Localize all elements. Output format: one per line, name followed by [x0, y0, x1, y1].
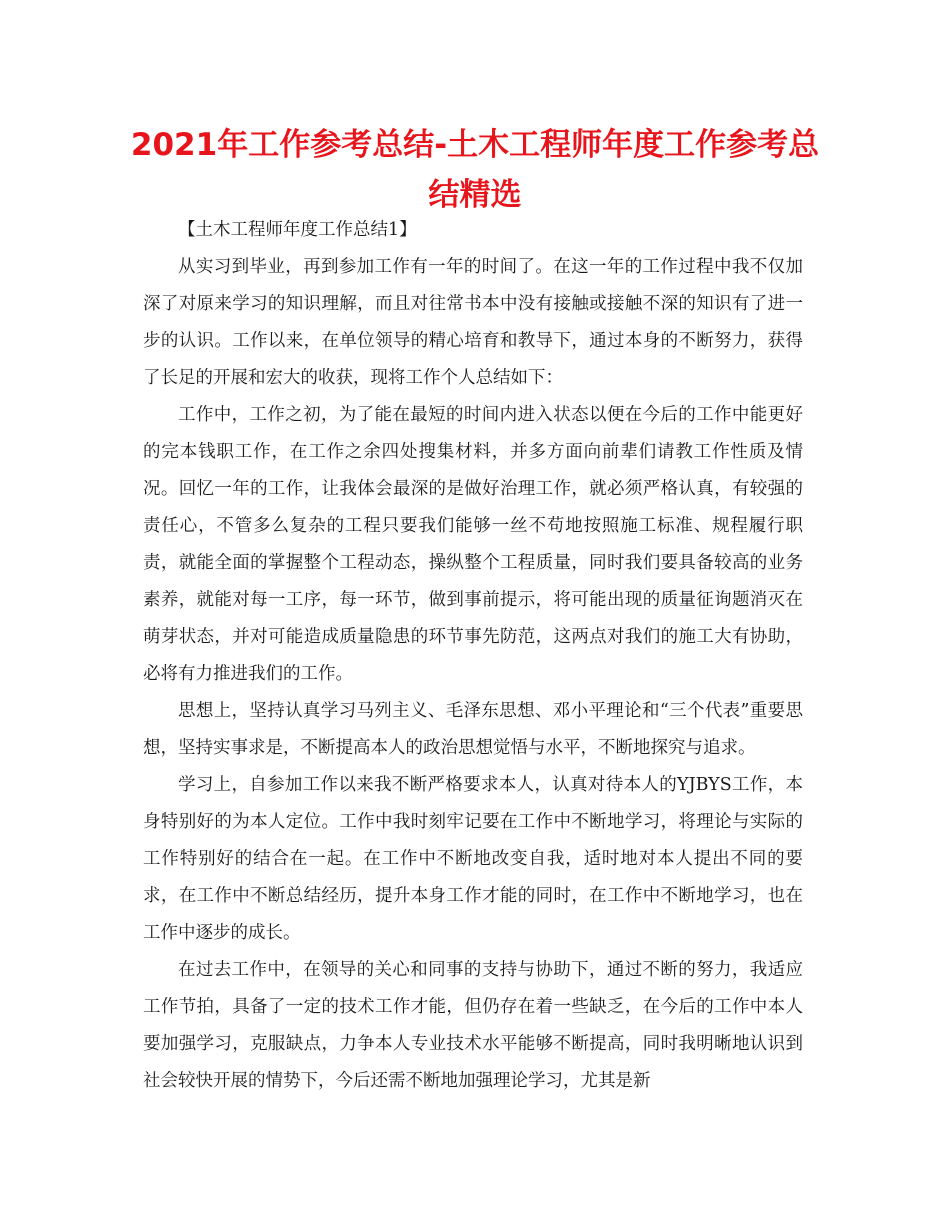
paragraph: 工作中，工作之初，为了能在最短的时间内进入状态以便在今后的工作中能更好的完本钱职工作，在工作之余四处搜集材料，并多方面向前辈们请教工作性质及情况。回忆一年的工作，让我体会最深的是做好治理工作，就必须严格认真，有较强的责任心，不管多么复杂的工程只要我们能够一丝不苟地按照施工标准、规程履行职责，就能全面的掌握整个工程动态，操纵整个工程质量，同时我们要具备较高的业务素养，就能对每一工序，每一环节，做到事前提示，将可能出现的质量征询题消灭在萌芽状态，并对可能造成质量隐患的环节事先防范，这两点对我们的施工大有协助，必将有力推进我们的工作。 — [143, 405, 803, 684]
paragraph: 学习上，自参加工作以来我不断严格要求本人，认真对待本人的YJBYS工作，本身特别好的为本人定位。工作中我时刻牢记要在工作中不断地学习，将理论与实际的工作特别好的结合在一起。在工作中不断地改变自我，适时地对本人提出不同的要求，在工作中不断总结经历，提升本身工作才能的同时，在工作中不断地学习，也在工作中逐步的成长。 — [143, 775, 803, 943]
document-body — [143, 212, 803, 1100]
section-heading: 【土木工程师年度工作总结1】 — [178, 220, 417, 240]
document-title: 2021年工作参考总结-土木工程师年度工作参考总结精选 — [130, 127, 820, 213]
paragraph: 从实习到毕业，再到参加工作有一年的时间了。在这一年的工作过程中我不仅加深了对原来学习的知识理解，而且对往常书本中没有接触或接触不深的知识有了进一步的认识。工作以来，在单位领导的精心培育和教导下，通过本身的不断努力，获得了长足的开展和宏大的收获，现将工作个人总结如下： — [143, 257, 803, 388]
paragraph: 思想上，坚持认真学习马列主义、毛泽东思想、邓小平理论和“三个代表”重要思想，坚持实事求是，不断提高本人的政治思想觉悟与水平，不断地探究与追求。 — [143, 701, 803, 758]
paragraph: 在过去工作中，在领导的关心和同事的支持与协助下，通过不断的努力，我适应工作节拍，具备了一定的技术工作才能，但仍存在着一些缺乏，在今后的工作中本人要加强学习，克服缺点，力争本人专业技术水平能够不断提高，同时我明晰地认识到社会较快开展的情势下，今后还需不断地加强理论学习，尤其是新 — [143, 960, 803, 1091]
